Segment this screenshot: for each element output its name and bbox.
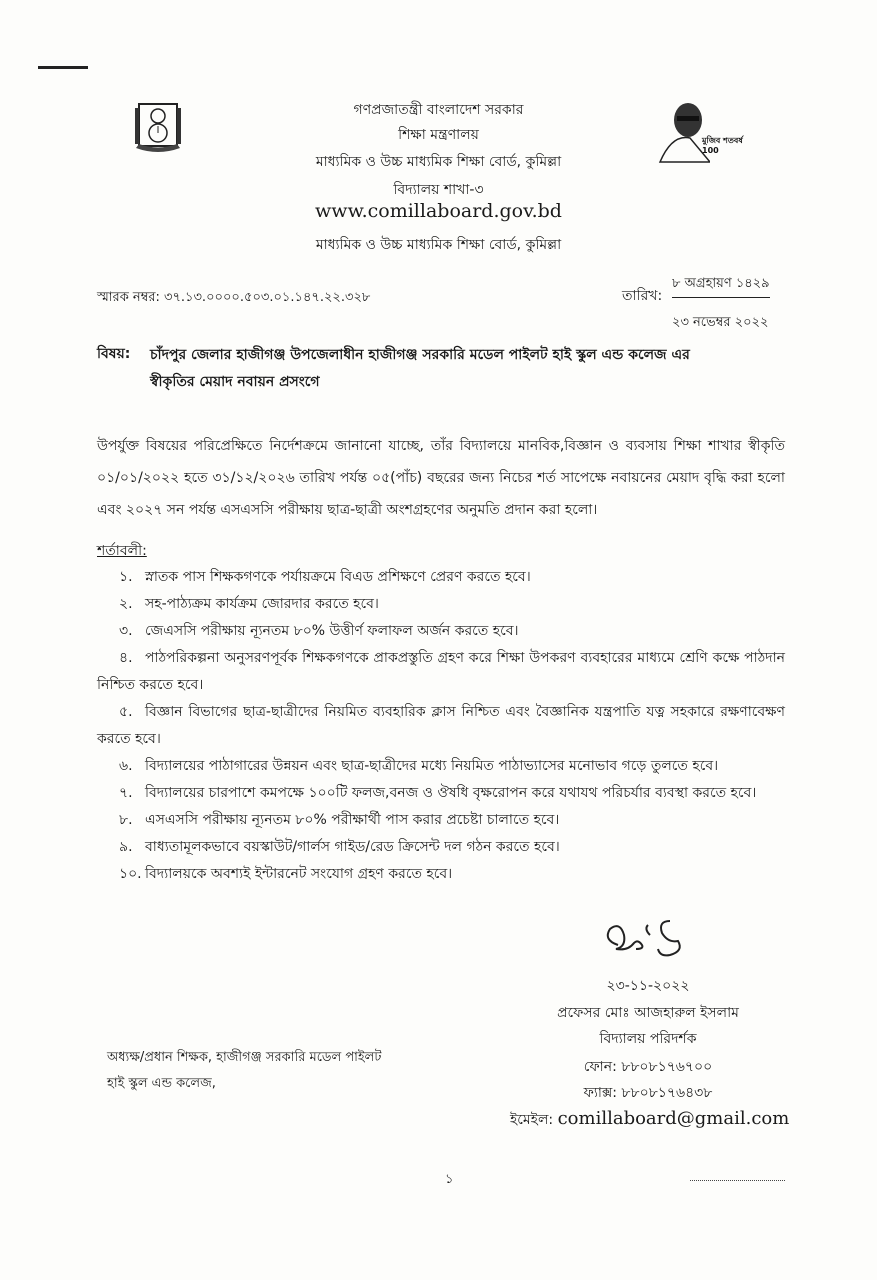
condition-item: ৯. বাধ্যতামূলকভাবে বয়স্কাউট/গার্লস গাইড/রেড ক্রিসেন্ট দল গঠন করতে হবে। (119, 839, 560, 855)
conditions-list (97, 564, 785, 888)
header-board-2: মাধ্যমিক ও উচ্চ মাধ্যমিক শিক্ষা বোর্ড, কুমিল্লা (315, 237, 562, 253)
condition-item: ৪. পাঠপরিকল্পনা অনুসরণপূর্বক শিক্ষকগণকে প্রাকপ্রস্তুতি গ্রহণ করে শিক্ষা উপকরণ ব্যবহারের মাধ্যমে শ্রেণি কক্ষে পাঠদান নিশ্চিত করতে হবে। (97, 650, 785, 693)
signatory-name: প্রফেসর মোঃ আজহারুল ইসলাম (557, 1005, 739, 1021)
conditions-title: শর্তাবলী: (97, 543, 147, 559)
condition-item: ১. স্নাতক পাস শিক্ষকগণকে পর্যায়ক্রমে বিএড প্রশিক্ষণে প্রেরণ করতে হবে। (119, 569, 531, 585)
signatory-email-row (510, 1108, 789, 1132)
subject-line-2: স্বীকৃতির মেয়াদ নবায়ন প্রসংগে (150, 374, 320, 390)
logo-text: মুজিব শতবর্ষ 100 (702, 136, 743, 155)
header-board: মাধ্যমিক ও উচ্চ মাধ্যমিক শিক্ষা বোর্ড, কুমিল্লা (315, 154, 562, 170)
condition-item: ৬. বিদ্যালয়ের পাঠাগারের উন্নয়ন এবং ছাত্র-ছাত্রীদের মধ্যে নিয়মিত পাঠাভ্যাসের মনোভাব গড়ে তুলতে হবে। (119, 758, 719, 774)
signatory-phone: ফোন: ৮৮০৮১৭৬৭০০ (583, 1059, 713, 1075)
condition-item: ৩. জেএসসি পরীক্ষায় ন্যূনতম ৮০% উত্তীর্ণ ফলাফল অর্জন করতে হবে। (119, 623, 519, 639)
header-ministry: শিক্ষা মন্ত্রণালয় (398, 127, 479, 143)
date-gregorian: ২৩ নভেম্বর ২০২২ (672, 315, 769, 330)
subject-line-1: চাঁদপুর জেলার হাজীগঞ্জ উপজেলাধীন হাজীগঞ্জ সরকারি মডেল পাইলট হাই স্কুল এন্ড কলেজ এর (150, 347, 690, 363)
email-label: ইমেইল: (510, 1112, 554, 1128)
signature-date: ২৩-১১-২০২২ (606, 978, 690, 994)
handwritten-signature (598, 915, 688, 963)
memo-number: স্মারক নম্বর: ৩৭.১৩.০০০০.৫০৩.০১.১৪৭.২২.৩২৮ (97, 290, 371, 305)
condition-item: ৭. বিদ্যালয়ের চারপাশে কমপক্ষে ১০০টি ফলজ,বনজ ও ঔষধি বৃক্ষরোপন করে যথাযথ পরিচর্যার ব্যবস্থা করতে হবে। (119, 785, 757, 801)
addressee-line-1: অধ্যক্ষ/প্রধান শিক্ষক, হাজীগঞ্জ সরকারি মডেল পাইলট (107, 1050, 382, 1065)
subject-label: বিষয়: (97, 346, 131, 362)
header-government: গণপ্রজাতন্ত্রী বাংলাদেশ সরকার (353, 102, 524, 118)
page-number: ১ (445, 1172, 454, 1187)
email-address[interactable]: comillaboard@gmail.com (557, 1108, 790, 1129)
addressee-line-2: হাই স্কুল এন্ড কলেজ, (107, 1076, 216, 1091)
subject-text (150, 342, 790, 396)
condition-item: ২. সহ-পাঠ্যক্রম কার্যক্রম জোরদার করতে হবে। (119, 596, 379, 612)
condition-item: ৫. বিজ্ঞান বিভাগের ছাত্র-ছাত্রীদের নিয়মিত ব্যবহারিক ক্লাস নিশ্চিত এবং বৈজ্ঞানিক যন্ত্রপাতি যত্ন সহকারে রক্ষণাবেক্ষণ করতে হবে। (97, 704, 785, 747)
date-bangla: ৮ অগ্রহায়ণ ১৪২৯ (672, 274, 770, 298)
condition-item: ১০. বিদ্যালয়কে অবশ্যই ইন্টারনেট সংযোগ গ্রহণ করতে হবে। (119, 866, 453, 882)
scan-mark (38, 66, 88, 69)
footer-mark (690, 1180, 785, 1181)
date-label: তারিখ: (622, 288, 663, 304)
signatory-fax: ফ্যাক্স: ৮৮০৮১৭৬৪৩৮ (583, 1085, 713, 1101)
signatory-title: বিদ্যালয় পরিদর্শক (599, 1031, 697, 1047)
header-section: বিদ্যালয় শাখা-৩ (393, 182, 484, 198)
body-paragraph: উপর্যুক্ত বিষয়ের পরিপ্রেক্ষিতে নির্দেশক্রমে জানানো যাচ্ছে, তাঁর বিদ্যালয়ে মানবিক,বিজ্ঞান ও ব্যবসায় শিক্ষা শাখার স্বীকৃতি ০১/০১/২০২২ হতে ৩১/১২/২০২৬ তারিখ পর্যন্ত ০৫(পাঁচ) বছরের জন্য নিচের শর্ত সাপেক্ষে নবায়নের মেয়াদ বৃদ্ধি করা হলো এবং ২০২৭ সন পর্যন্ত এসএসসি পরীক্ষায় ছাত্র-ছাত্রী অংশগ্রহণের অনুমতি প্রদান করা হলো। (97, 438, 785, 518)
condition-item: ৮. এসএসসি পরীক্ষায় ন্যূনতম ৮০% পরীক্ষার্থী পাস করার প্রচেষ্টা চালাতে হবে। (119, 812, 560, 828)
header-website: www.comillaboard.gov.bd (315, 200, 562, 222)
